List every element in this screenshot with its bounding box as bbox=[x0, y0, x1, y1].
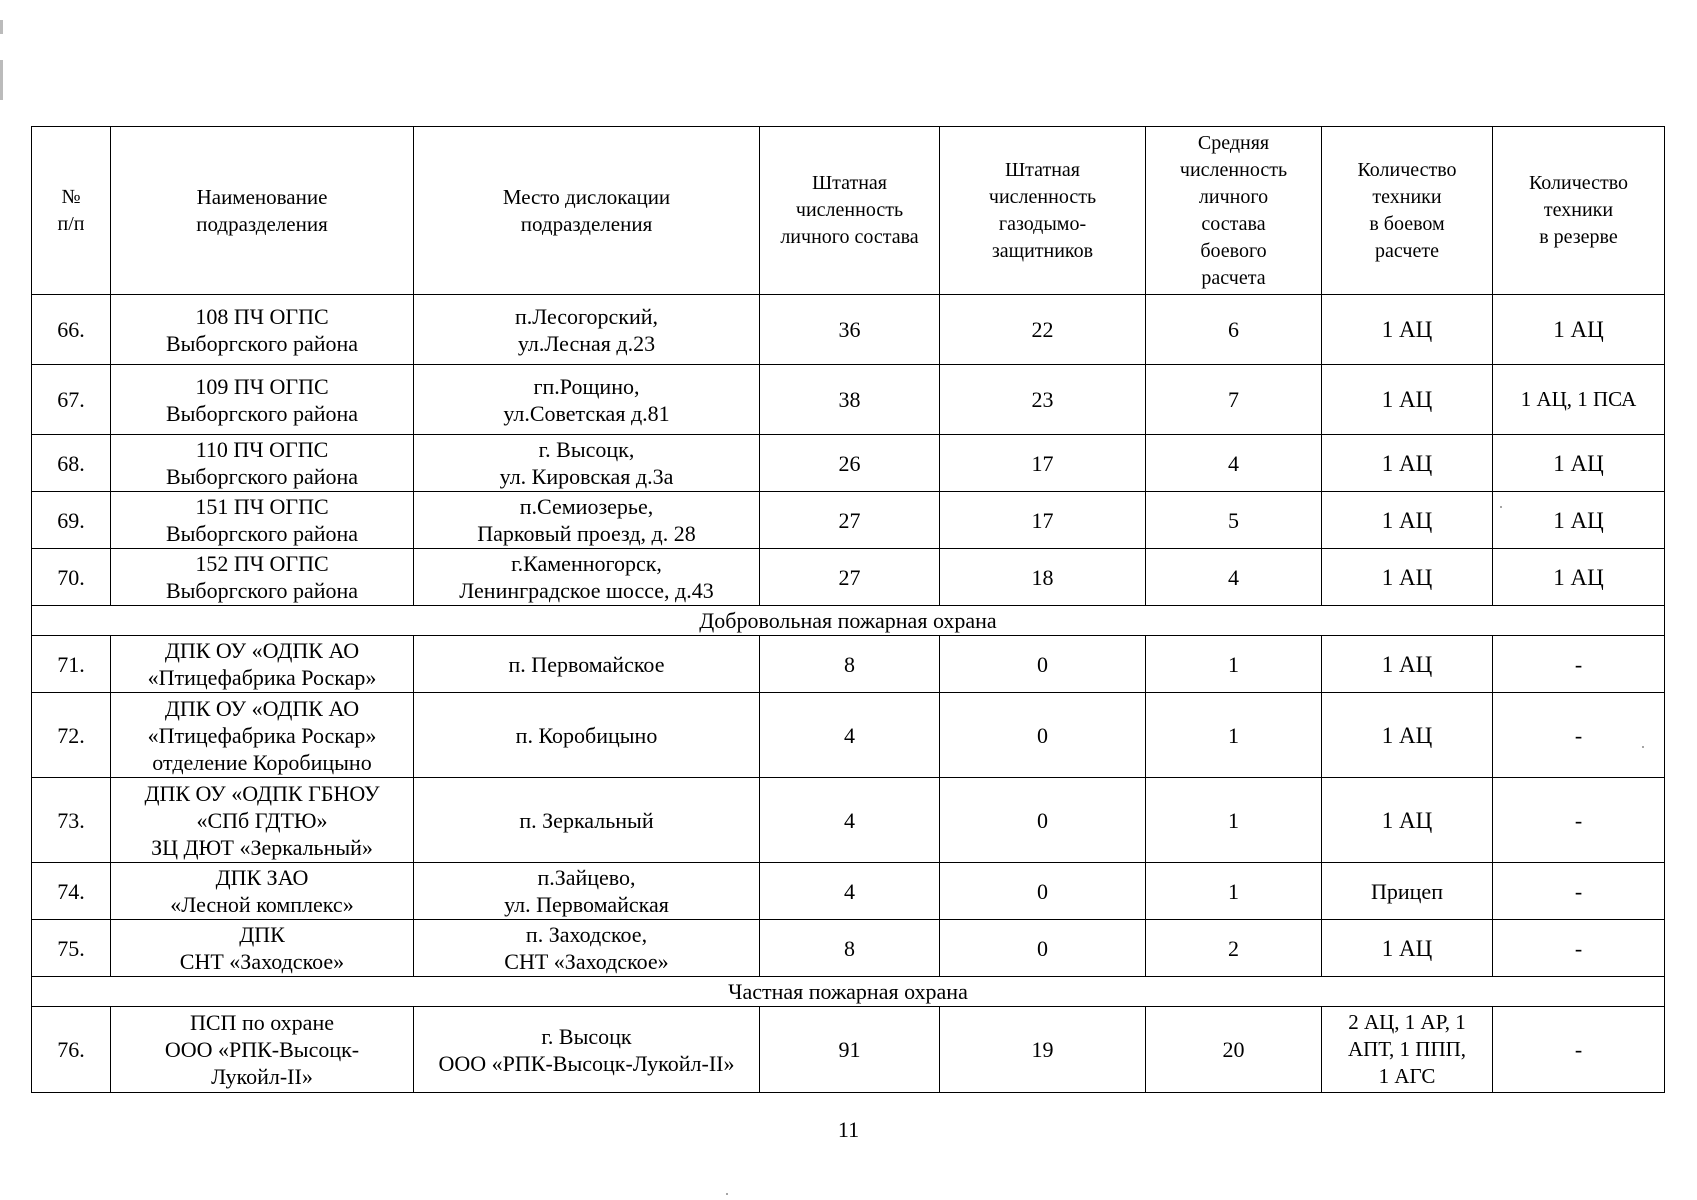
row-number: 70. bbox=[32, 549, 111, 606]
reserve-equipment: - bbox=[1493, 863, 1665, 920]
page-number: 11 bbox=[837, 1117, 860, 1142]
average-crew: 1 bbox=[1146, 693, 1322, 778]
table-row bbox=[32, 492, 1665, 549]
reserve-equipment: - bbox=[1493, 778, 1665, 863]
staff-count: 91 bbox=[760, 1007, 940, 1093]
combat-equipment: 1 АЦ bbox=[1322, 295, 1493, 365]
unit-name: ДПК ОУ «ОДПК АО «Птицефабрика Роскар» bbox=[111, 636, 414, 693]
table-row bbox=[32, 863, 1665, 920]
header-location: Место дислокации подразделения bbox=[414, 127, 760, 295]
scan-speck bbox=[726, 1193, 728, 1195]
combat-equipment: 1 АЦ bbox=[1322, 636, 1493, 693]
section-row-voluntary bbox=[32, 606, 1665, 636]
staff-count: 36 bbox=[760, 295, 940, 365]
combat-equipment: 1 АЦ bbox=[1322, 920, 1493, 977]
combat-equipment: 1 АЦ bbox=[1322, 693, 1493, 778]
gas-protectors: 0 bbox=[940, 636, 1146, 693]
scan-edge-mark bbox=[0, 60, 3, 100]
reserve-equipment: 1 АЦ bbox=[1493, 295, 1665, 365]
unit-name: ПСП по охране ООО «РПК-Высоцк- Лукойл-II» bbox=[111, 1007, 414, 1093]
average-crew: 7 bbox=[1146, 365, 1322, 435]
unit-name: 110 ПЧ ОГПС Выборгского района bbox=[111, 435, 414, 492]
reserve-equipment: 1 АЦ bbox=[1493, 549, 1665, 606]
unit-location: п. Коробицыно bbox=[414, 693, 760, 778]
gas-protectors: 17 bbox=[940, 435, 1146, 492]
header-gas-protectors: Штатная численность газодымо- защитников bbox=[940, 127, 1146, 295]
unit-location: п.Семиозерье, Парковый проезд, д. 28 bbox=[414, 492, 760, 549]
reserve-equipment: 1 АЦ bbox=[1493, 435, 1665, 492]
header-staff-count: Штатная численность личного состава bbox=[760, 127, 940, 295]
unit-location: г.Каменногорск, Ленинградское шоссе, д.43 bbox=[414, 549, 760, 606]
unit-location: г. Высоцк, ул. Кировская д.3а bbox=[414, 435, 760, 492]
staff-count: 4 bbox=[760, 863, 940, 920]
average-crew: 6 bbox=[1146, 295, 1322, 365]
reserve-equipment: - bbox=[1493, 920, 1665, 977]
reserve-equipment: - bbox=[1493, 1007, 1665, 1093]
header-combat-equipment: Количество техники в боевом расчете bbox=[1322, 127, 1493, 295]
average-crew: 1 bbox=[1146, 778, 1322, 863]
unit-name: ДПК ОУ «ОДПК АО «Птицефабрика Роскар» отделение Коробицыно bbox=[111, 693, 414, 778]
unit-location: гп.Рощино, ул.Советская д.81 bbox=[414, 365, 760, 435]
section-row-private bbox=[32, 977, 1665, 1007]
row-number: 72. bbox=[32, 693, 111, 778]
average-crew: 1 bbox=[1146, 636, 1322, 693]
table-row bbox=[32, 365, 1665, 435]
staff-count: 27 bbox=[760, 492, 940, 549]
table-row bbox=[32, 920, 1665, 977]
combat-equipment: 1 АЦ bbox=[1322, 435, 1493, 492]
table-row bbox=[32, 295, 1665, 365]
document-page bbox=[31, 126, 1665, 1093]
table-row bbox=[32, 693, 1665, 778]
gas-protectors: 0 bbox=[940, 920, 1146, 977]
average-crew: 4 bbox=[1146, 549, 1322, 606]
unit-location: п. Зеркальный bbox=[414, 778, 760, 863]
header-number: № п/п bbox=[32, 127, 111, 295]
staff-count: 4 bbox=[760, 778, 940, 863]
row-number: 71. bbox=[32, 636, 111, 693]
unit-location: п. Заходское, СНТ «Заходское» bbox=[414, 920, 760, 977]
scan-edge-mark bbox=[0, 20, 3, 34]
gas-protectors: 18 bbox=[940, 549, 1146, 606]
unit-location: п.Зайцево, ул. Первомайская bbox=[414, 863, 760, 920]
staff-count: 8 bbox=[760, 636, 940, 693]
table-header-row bbox=[32, 127, 1665, 295]
reserve-equipment: - bbox=[1493, 693, 1665, 778]
table-row bbox=[32, 549, 1665, 606]
header-reserve-equipment: Количество техники в резерве bbox=[1493, 127, 1665, 295]
gas-protectors: 19 bbox=[940, 1007, 1146, 1093]
row-number: 75. bbox=[32, 920, 111, 977]
gas-protectors: 17 bbox=[940, 492, 1146, 549]
staff-count: 26 bbox=[760, 435, 940, 492]
unit-name: 109 ПЧ ОГПС Выборгского района bbox=[111, 365, 414, 435]
unit-location: п.Лесогорский, ул.Лесная д.23 bbox=[414, 295, 760, 365]
unit-name: ДПК СНТ «Заходское» bbox=[111, 920, 414, 977]
gas-protectors: 0 bbox=[940, 778, 1146, 863]
staff-count: 8 bbox=[760, 920, 940, 977]
average-crew: 4 bbox=[1146, 435, 1322, 492]
unit-name: ДПК ОУ «ОДПК ГБНОУ «СПб ГДТЮ» ЗЦ ДЮТ «Зеркальный» bbox=[111, 778, 414, 863]
combat-equipment: 1 АЦ bbox=[1322, 365, 1493, 435]
combat-equipment: 2 АЦ, 1 АР, 1 АПТ, 1 ППП, 1 АГС bbox=[1322, 1007, 1493, 1093]
fire-units-table bbox=[31, 126, 1665, 1093]
staff-count: 27 bbox=[760, 549, 940, 606]
unit-location: г. Высоцк ООО «РПК-Высоцк-Лукойл-II» bbox=[414, 1007, 760, 1093]
staff-count: 38 bbox=[760, 365, 940, 435]
section-title-private: Частная пожарная охрана bbox=[32, 977, 1665, 1007]
row-number: 67. bbox=[32, 365, 111, 435]
average-crew: 20 bbox=[1146, 1007, 1322, 1093]
unit-name: ДПК ЗАО «Лесной комплекс» bbox=[111, 863, 414, 920]
scan-speck bbox=[1500, 506, 1502, 508]
row-number: 66. bbox=[32, 295, 111, 365]
table-row bbox=[32, 435, 1665, 492]
unit-location: п. Первомайское bbox=[414, 636, 760, 693]
combat-equipment: 1 АЦ bbox=[1322, 492, 1493, 549]
staff-count: 4 bbox=[760, 693, 940, 778]
unit-name: 152 ПЧ ОГПС Выборгского района bbox=[111, 549, 414, 606]
average-crew: 2 bbox=[1146, 920, 1322, 977]
gas-protectors: 23 bbox=[940, 365, 1146, 435]
row-number: 69. bbox=[32, 492, 111, 549]
header-unit-name: Наименование подразделения bbox=[111, 127, 414, 295]
table-row bbox=[32, 636, 1665, 693]
row-number: 74. bbox=[32, 863, 111, 920]
reserve-equipment: 1 АЦ bbox=[1493, 492, 1665, 549]
gas-protectors: 0 bbox=[940, 693, 1146, 778]
section-title-voluntary: Добровольная пожарная охрана bbox=[32, 606, 1665, 636]
combat-equipment: 1 АЦ bbox=[1322, 549, 1493, 606]
unit-name: 108 ПЧ ОГПС Выборгского района bbox=[111, 295, 414, 365]
scan-speck bbox=[1642, 746, 1644, 748]
row-number: 68. bbox=[32, 435, 111, 492]
reserve-equipment: - bbox=[1493, 636, 1665, 693]
table-row bbox=[32, 778, 1665, 863]
combat-equipment: Прицеп bbox=[1322, 863, 1493, 920]
gas-protectors: 22 bbox=[940, 295, 1146, 365]
combat-equipment: 1 АЦ bbox=[1322, 778, 1493, 863]
row-number: 73. bbox=[32, 778, 111, 863]
gas-protectors: 0 bbox=[940, 863, 1146, 920]
reserve-equipment: 1 АЦ, 1 ПСА bbox=[1493, 365, 1665, 435]
table-row bbox=[32, 1007, 1665, 1093]
average-crew: 5 bbox=[1146, 492, 1322, 549]
header-average-crew: Средняя численность личного состава боевого расчета bbox=[1146, 127, 1322, 295]
unit-name: 151 ПЧ ОГПС Выборгского района bbox=[111, 492, 414, 549]
row-number: 76. bbox=[32, 1007, 111, 1093]
average-crew: 1 bbox=[1146, 863, 1322, 920]
